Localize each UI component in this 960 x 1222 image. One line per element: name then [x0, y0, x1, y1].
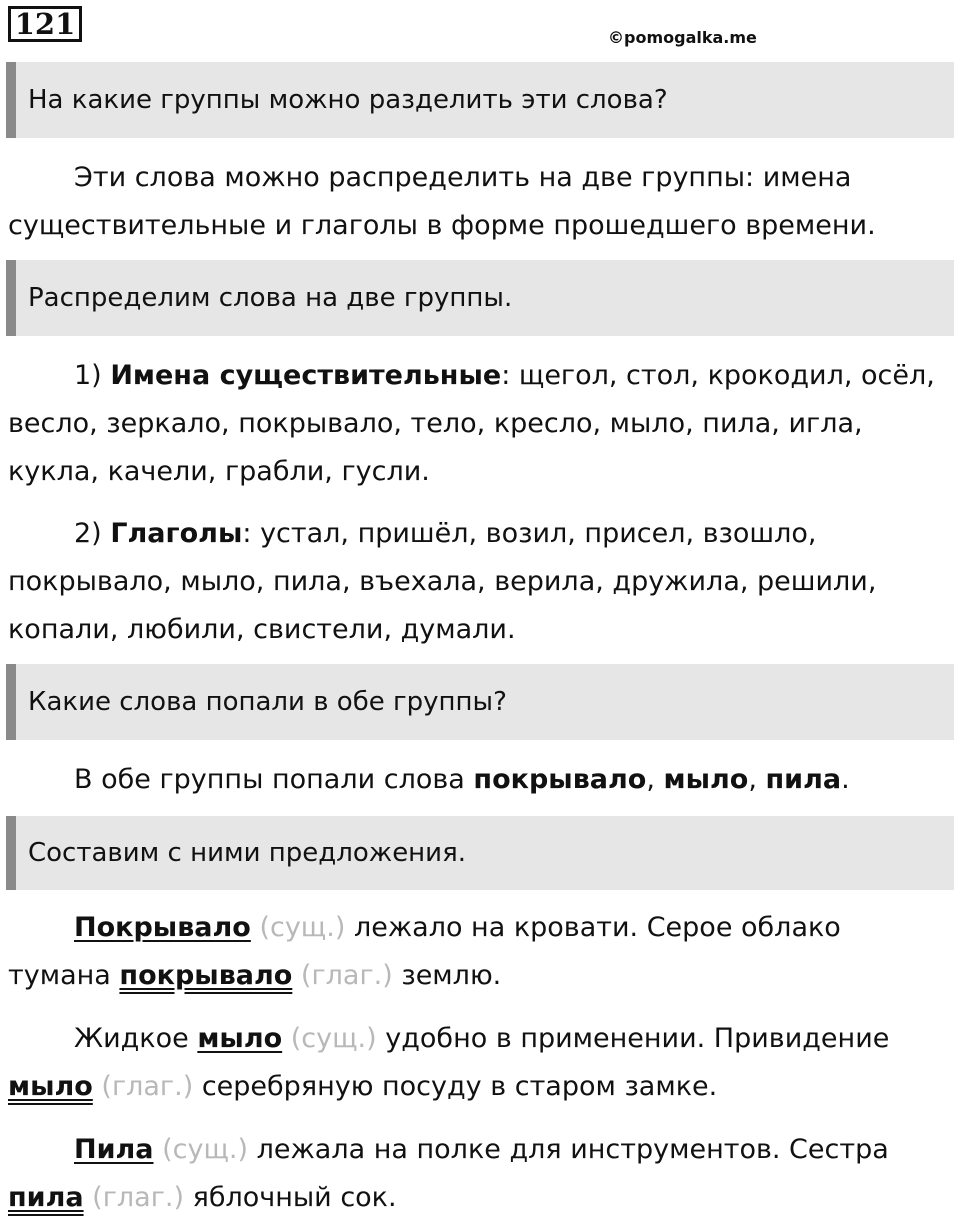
answer-word: мыло	[663, 764, 749, 795]
sentence-text: лежало на кровати. Серое облако	[353, 912, 841, 943]
word-list: устал, пришёл, возил, присел, взошло,	[260, 518, 817, 549]
word-list: кукла, качели, грабли, гусли.	[8, 456, 430, 487]
comma: ,	[748, 764, 757, 795]
site-watermark: ©pomogalka.me	[608, 28, 757, 47]
subject-word: Покрывало	[74, 912, 251, 943]
sentence-text: Жидкое	[74, 1023, 189, 1054]
period: .	[841, 764, 850, 795]
word-list: покрывало, мыло, пила, въехала, верила, дружила, решили,	[8, 566, 877, 597]
subject-word: мыло	[197, 1023, 283, 1054]
noun-group-paragraph	[8, 352, 952, 496]
exercise-number: 121	[8, 6, 82, 42]
sentence-text: тумана	[8, 960, 111, 991]
question-box-3	[6, 664, 954, 740]
sentence-text: лежала на полке для инструментов. Сестра	[256, 1134, 889, 1165]
question-text: Какие слова попали в обе группы?	[28, 687, 507, 717]
word-list: копали, любили, свистели, думали.	[8, 614, 516, 645]
question-text: Составим с ними предложения.	[28, 838, 466, 868]
answer-paragraph-3	[8, 756, 952, 804]
sentence-text: яблочный сок.	[192, 1182, 397, 1213]
sentence-paragraph-1	[8, 904, 952, 1000]
subject-word: Пила	[74, 1134, 154, 1165]
sentence-paragraph-2	[8, 1015, 952, 1111]
question-box-1	[6, 62, 954, 138]
group-title: Имена существительные	[110, 360, 502, 391]
word-list: щегол, стол, крокодил, осёл,	[518, 360, 935, 391]
group-title: Глаголы	[110, 518, 243, 549]
comma: ,	[646, 764, 655, 795]
answer-line: существительные и глаголы в форме прошедшего времени.	[8, 210, 876, 241]
predicate-word: пила	[8, 1182, 84, 1213]
question-box-4	[6, 816, 954, 890]
part-of-speech-tag: (сущ.)	[290, 1023, 377, 1054]
sentence-text: серебряную посуду в старом замке.	[201, 1071, 718, 1102]
part-of-speech-tag: (сущ.)	[162, 1134, 249, 1165]
sentence-paragraph-3	[8, 1126, 952, 1222]
answer-paragraph-1	[8, 154, 952, 250]
part-of-speech-tag: (глаг.)	[101, 1071, 194, 1102]
sentence-text: землю.	[401, 960, 502, 991]
answer-word: пила	[765, 764, 842, 795]
word-list: весло, зеркало, покрывало, тело, кресло, мыло, пила, игла,	[8, 408, 863, 439]
predicate-word: покрывало	[119, 960, 293, 991]
question-text: Распределим слова на две группы.	[28, 283, 513, 313]
question-box-2	[6, 260, 954, 336]
page-header	[0, 0, 960, 60]
colon: :	[242, 518, 252, 549]
answer-word: покрывало	[473, 764, 647, 795]
predicate-word: мыло	[8, 1071, 93, 1102]
part-of-speech-tag: (глаг.)	[300, 960, 393, 991]
group-number: 1)	[74, 360, 102, 391]
question-text: На какие группы можно разделить эти слова?	[28, 85, 668, 115]
answer-prefix: В обе группы попали слова	[74, 764, 465, 795]
answer-line: Эти слова можно распределить на две группы: имена	[74, 162, 852, 193]
part-of-speech-tag: (глаг.)	[92, 1182, 184, 1213]
group-number: 2)	[74, 518, 102, 549]
colon: :	[501, 360, 511, 391]
verb-group-paragraph	[8, 510, 952, 654]
sentence-text: удобно в применении. Привидение	[385, 1023, 890, 1054]
part-of-speech-tag: (сущ.)	[259, 912, 346, 943]
